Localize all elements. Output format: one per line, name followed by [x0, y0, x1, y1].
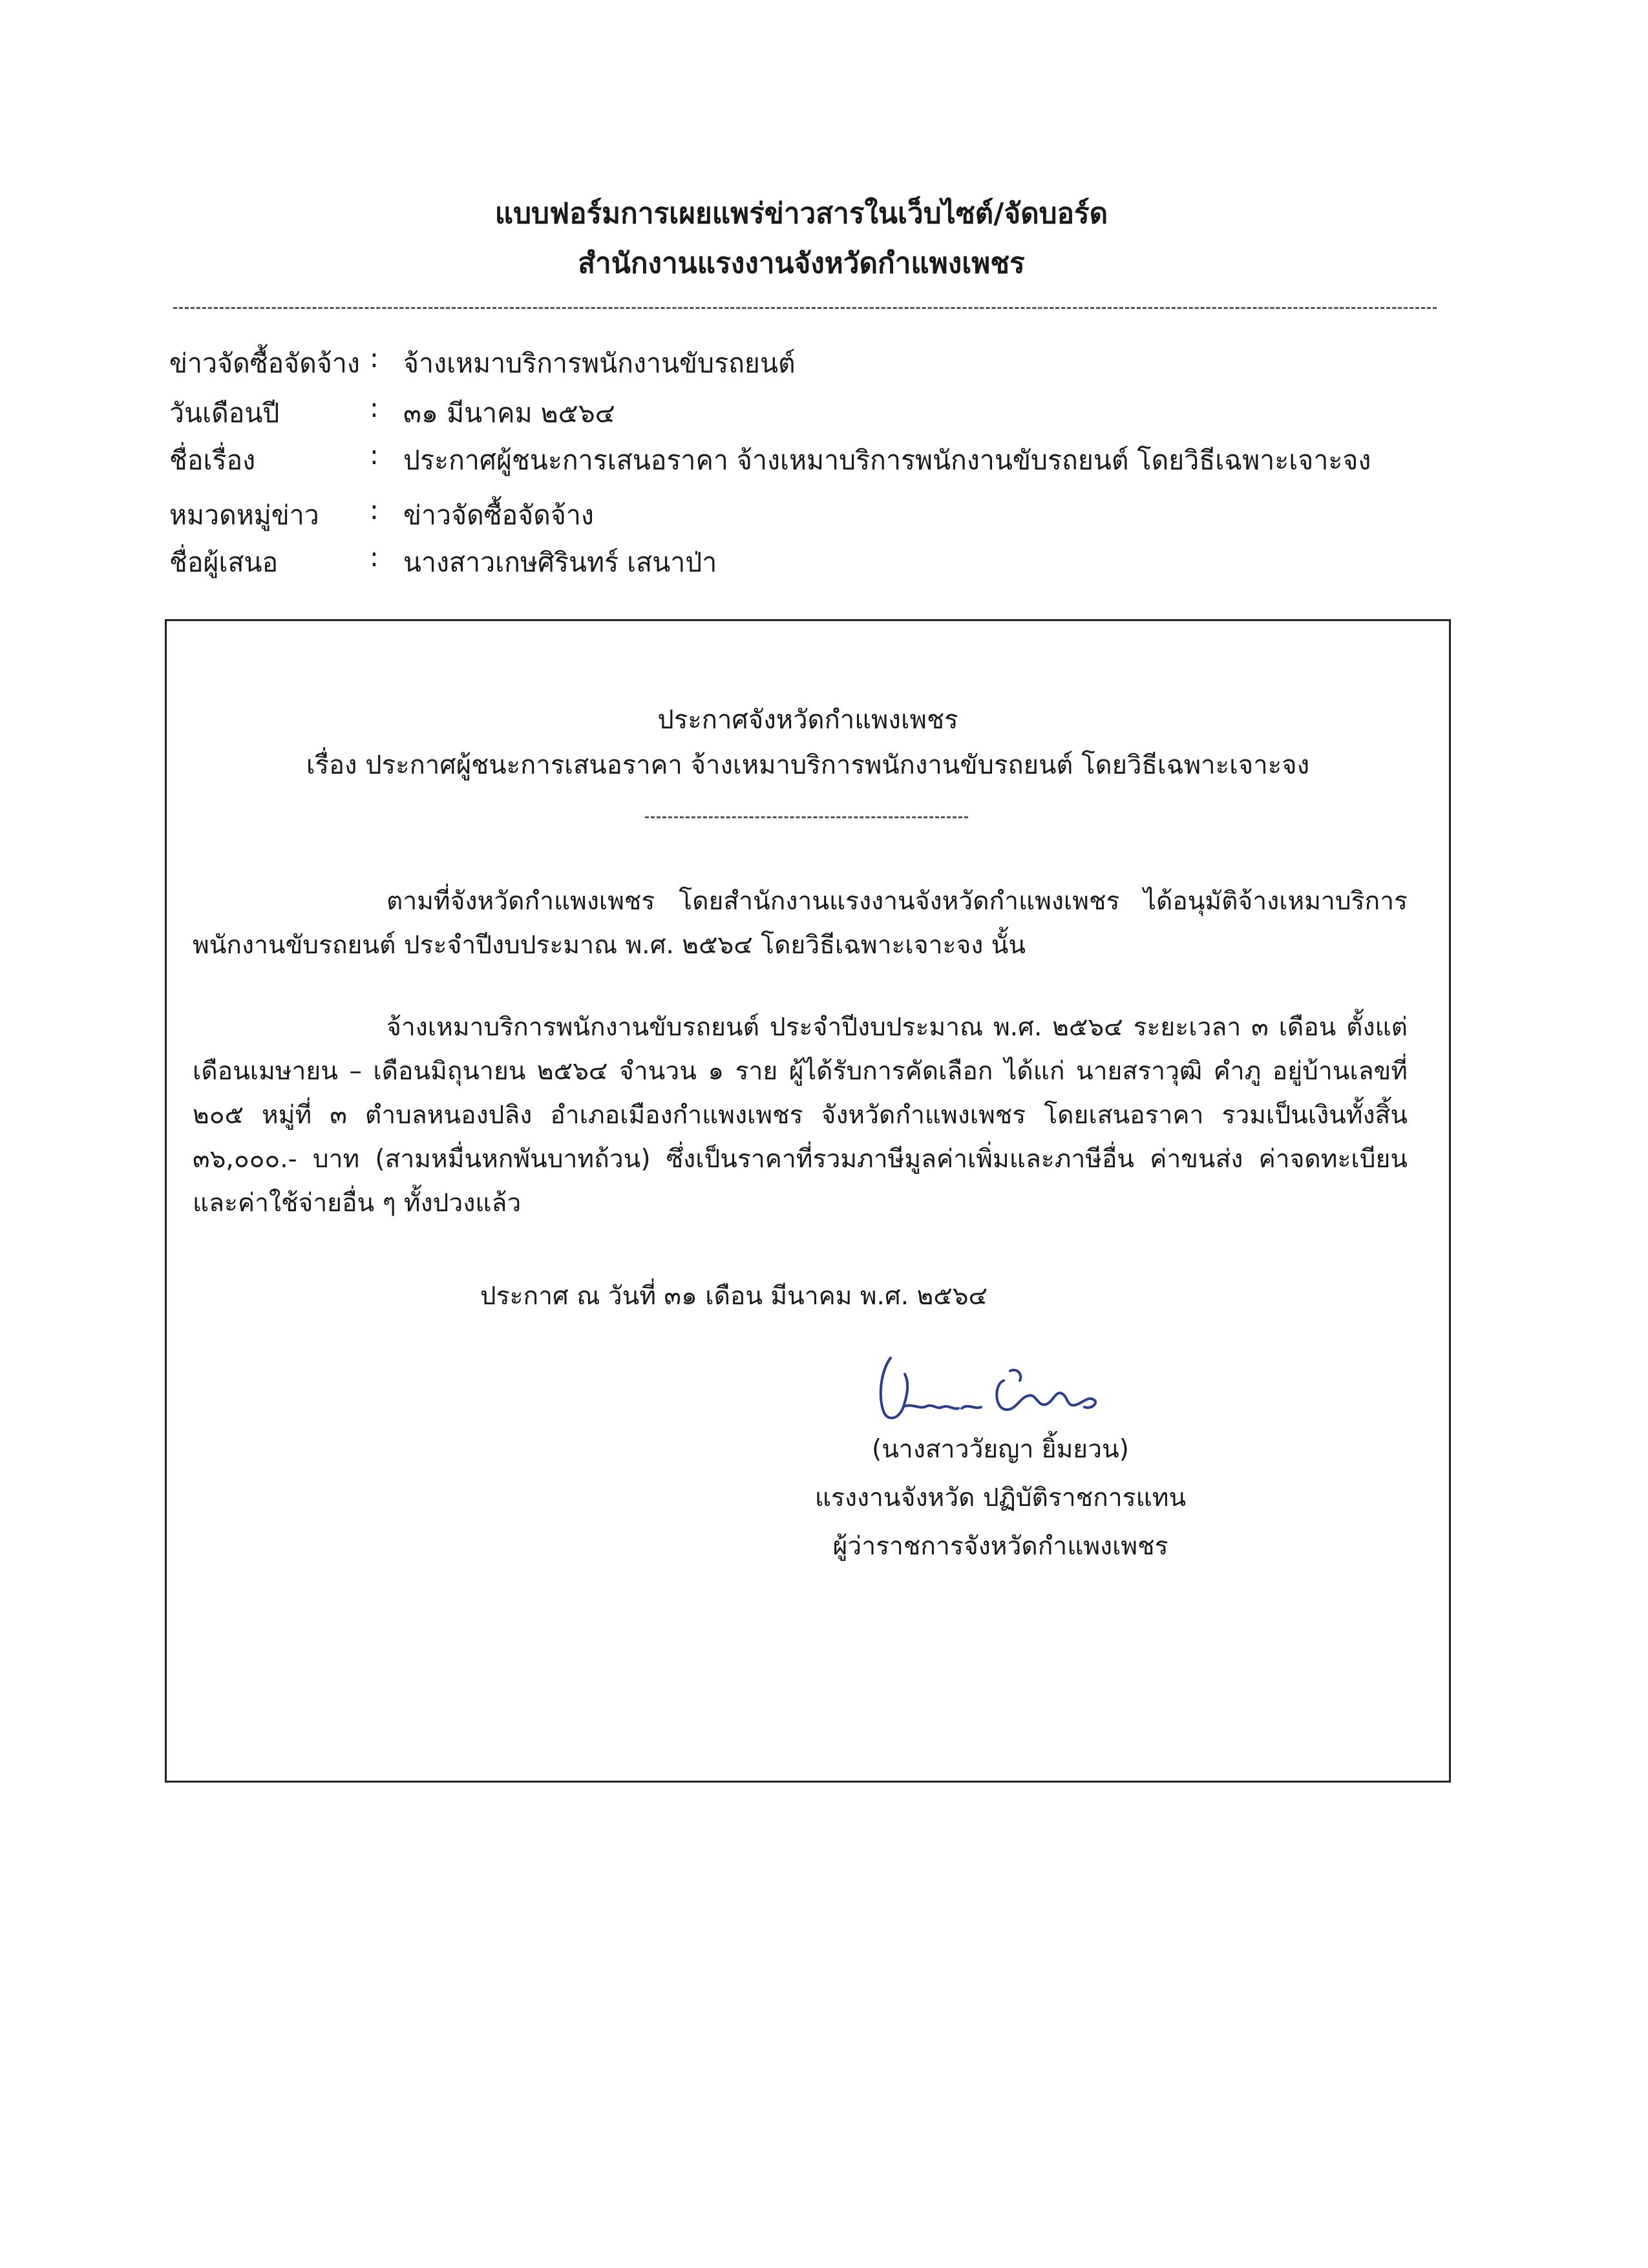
notice-box [165, 619, 1451, 1783]
announcement-date: ประกาศ ณ วันที่ ๓๑ เดือน มีนาคม พ.ศ. ๒๕๖๔ [480, 1282, 988, 1311]
meta-label: ชื่อผู้เสนอ [169, 547, 279, 578]
meta-colon: : [370, 343, 379, 374]
meta-colon: : [370, 392, 379, 423]
notice-heading: ประกาศจังหวัดกำแพงเพชร [657, 705, 958, 735]
form-title-line1: แบบฟอร์มการเผยแพร่ข่าวสารในเว็บไซต์/จัดบอร์ด [494, 197, 1108, 230]
notice-paragraph-2: จ้างเหมาบริการพนักงานขับรถยนต์ ประจำปีงบประมาณ พ.ศ. ๒๕๖๔ ระยะเวลา ๓ เดือน ตั้งแต่เดือนเมษายน – เดือนมิถุนายน ๒๕๖๔ จำนวน ๑ ราย ผู้ได้รับการคัดเลือก ได้แก่ นายสราวุฒิ คำภู อยู่บ้านเลขที่ ๒๐๕ หมู่ที่ ๓ ตำบลหนองปลิง อำเภอเมืองกำแพงเพชร จังหวัดกำแพงเพชร โดยเสนอราคา รวมเป็นเงินทั้งสิ้น ๓๖,๐๐๐.- บาท (สามหมื่นหกพันบาทถ้วน) ซึ่งเป็นราคาที่รวมภาษีมูลค่าเพิ่มและภาษีอื่น ค่าขนส่ง ค่าจดทะเบียน และค่าใช้จ่ายอื่น ๆ ทั้งปวงแล้ว [193, 1013, 1408, 1218]
meta-colon: : [370, 494, 379, 525]
notice-subject: เรื่อง ประกาศผู้ชนะการเสนอราคา จ้างเหมาบริการพนักงานขับรถยนต์ โดยวิธีเฉพาะเจาะจง [306, 750, 1310, 780]
form-title-line2: สำนักงานแรงงานจังหวัดกำแพงเพชร [578, 247, 1025, 280]
header-divider [173, 307, 1437, 309]
meta-value: จ้างเหมาบริการพนักงานขับรถยนต์ [403, 348, 796, 379]
meta-value: ข่าวจัดซื้อจัดจ้าง [403, 500, 594, 531]
meta-value: ๓๑ มีนาคม ๒๕๖๔ [403, 397, 615, 429]
meta-label: หมวดหมู่ข่าว [169, 500, 319, 531]
notice-divider [645, 816, 968, 818]
meta-label: ชื่อเรื่อง [169, 445, 256, 476]
notice-paragraph-1: ตามที่จังหวัดกำแพงเพชร โดยสำนักงานแรงงานจังหวัดกำแพงเพชร ได้อนุมัติจ้างเหมาบริการพนักงานขับรถยนต์ ประจำปีงบประมาณ พ.ศ. ๒๕๖๔ โดยวิธีเฉพาะเจาะจง นั้น [193, 887, 1408, 960]
meta-value: นางสาวเกษศิรินทร์ เสนาป่า [403, 547, 717, 578]
meta-label: วันเดือนปี [169, 397, 280, 429]
meta-colon: : [370, 440, 379, 471]
meta-label: ข่าวจัดซื้อจัดจ้าง [169, 348, 360, 379]
signer-name: (นางสาววัยญา ยิ้มยวน) [872, 1435, 1129, 1464]
signature-image [865, 1345, 1110, 1429]
signer-position-1: แรงงานจังหวัด ปฏิบัติราชการแทน [814, 1483, 1187, 1512]
signer-position-2: ผู้ว่าราชการจังหวัดกำแพงเพชร [832, 1532, 1168, 1561]
meta-colon: : [370, 542, 379, 573]
meta-value: ประกาศผู้ชนะการเสนอราคา จ้างเหมาบริการพนักงานขับรถยนต์ โดยวิธีเฉพาะเจาะจง [403, 445, 1371, 476]
